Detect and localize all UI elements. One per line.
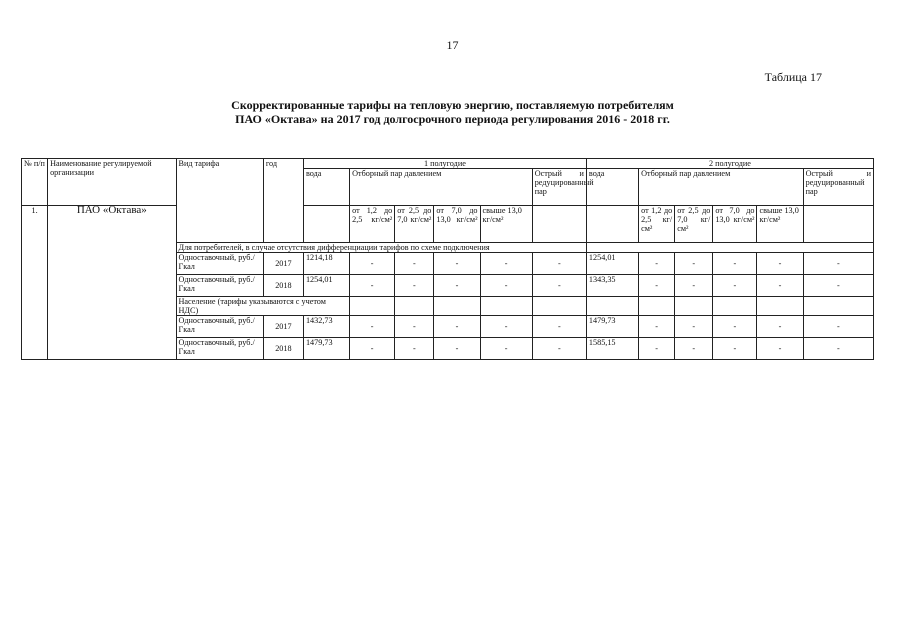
header-h1-steam-sharp-text: Острый и редуцированный пар — [534, 169, 594, 196]
header-h2-steam-sharp-text: Острый и редуцированный пар — [805, 169, 871, 196]
tariff-type: Одноставочный, руб./Гкал — [176, 275, 263, 297]
tariff-type: Одноставочный, руб./Гкал — [176, 338, 263, 360]
group-label-empty — [350, 297, 395, 316]
header-h2-p4: свыше 13,0 кг/см² — [757, 206, 803, 243]
title-line-1: Скорректированные тарифы на тепловую энергию, поставляемую потребителям — [231, 98, 674, 112]
tariff-table — [21, 158, 874, 360]
header-h1-p1-text: от 1,2 до 2,5 кг/см² — [352, 206, 393, 224]
h2-steam-value: - — [757, 275, 803, 297]
h2-sharp-value: - — [803, 253, 873, 275]
h2-steam-value: - — [757, 338, 803, 360]
h1-steam-value: - — [434, 316, 480, 338]
group-label-empty — [675, 297, 713, 316]
h2-steam-value: - — [639, 316, 675, 338]
group-label-empty — [639, 297, 675, 316]
header-h1-steam-selected: Отборный пар давлением — [350, 169, 533, 206]
h1-steam-value: - — [395, 316, 434, 338]
h1-sharp-empty — [532, 206, 586, 243]
h1-steam-value: - — [395, 275, 434, 297]
header-h1-p2 — [395, 206, 434, 243]
group-label-empty — [532, 297, 586, 316]
h1-water-empty — [303, 206, 349, 243]
header-h2-p1-text: от 1,2 до 2,5 кг/см² — [641, 206, 673, 233]
h1-sharp-value: - — [532, 316, 586, 338]
group-label-empty — [395, 297, 434, 316]
tariff-type: Одноставочный, руб./Гкал — [176, 253, 263, 275]
org-name: ПАО «Октава» — [48, 206, 176, 360]
year-cell: 2018 — [263, 338, 303, 360]
header-h2-p3-text: от 7,0 до 13,0 кг/см² — [715, 206, 755, 224]
h2-sharp-empty — [803, 206, 873, 243]
header-half-1: 1 полугодие — [303, 159, 586, 169]
h1-steam-value: - — [480, 338, 532, 360]
year-cell: 2018 — [263, 275, 303, 297]
header-h2-steam-sharp — [803, 169, 873, 206]
org-index: 1. — [22, 206, 48, 360]
h2-steam-value: - — [757, 316, 803, 338]
header-h1-p2-text: от 2,5 до 7,0 кг/см² — [397, 206, 432, 224]
h1-sharp-value: - — [532, 275, 586, 297]
h2-sharp-value: - — [803, 338, 873, 360]
h1-steam-value: - — [395, 253, 434, 275]
h1-steam-value: - — [350, 338, 395, 360]
group-label: Для потребителей, в случае отсутствия дифференциации тарифов по схеме подключения — [176, 243, 586, 253]
h2-water-empty — [586, 206, 638, 243]
header-h1-p1 — [350, 206, 395, 243]
header-tariff-type: Вид тарифа — [176, 159, 263, 243]
year-cell: 2017 — [263, 253, 303, 275]
group-label-empty — [757, 297, 803, 316]
h1-steam-value: - — [350, 316, 395, 338]
header-org: Наименование регулируемой организации — [48, 159, 176, 206]
group-label-empty — [586, 297, 638, 316]
header-h1-p3-text: от 7,0 до 13,0 кг/см² — [436, 206, 478, 224]
h2-steam-value: - — [713, 316, 757, 338]
h1-steam-value: - — [350, 253, 395, 275]
h1-sharp-value: - — [532, 253, 586, 275]
h1-steam-value: - — [395, 338, 434, 360]
group-label: Население (тарифы указываются с учетом НДС) — [176, 297, 350, 316]
year-cell: 2017 — [263, 316, 303, 338]
header-h1-water: вода — [303, 169, 349, 206]
h2-steam-value: - — [639, 275, 675, 297]
group-label-empty — [713, 297, 757, 316]
header-h1-steam-sharp — [532, 169, 594, 206]
h1-water-value: 1214,18 — [303, 253, 349, 275]
header-h2-water: вода — [586, 169, 638, 206]
h1-steam-value: - — [434, 275, 480, 297]
header-num: № п/п — [22, 159, 48, 206]
title-line-2: ПАО «Октава» на 2017 год долгосрочного периода регулирования 2016 - 2018 гг. — [235, 112, 670, 126]
document-title — [0, 98, 905, 126]
header-h1-p4: свыше 13,0 кг/см² — [480, 206, 532, 243]
h2-steam-value: - — [713, 338, 757, 360]
h2-sharp-value: - — [803, 316, 873, 338]
h2-steam-value: - — [675, 338, 713, 360]
h1-water-value: 1432,73 — [303, 316, 349, 338]
h1-steam-value: - — [434, 338, 480, 360]
header-h2-p1 — [639, 206, 675, 243]
h2-steam-value: - — [639, 338, 675, 360]
h1-water-value: 1479,73 — [303, 338, 349, 360]
page-number: 17 — [446, 38, 459, 52]
h2-steam-value: - — [675, 275, 713, 297]
header-h1-p3 — [434, 206, 480, 243]
group-label-empty — [803, 297, 873, 316]
header-h2-steam-selected: Отборный пар давлением — [639, 169, 804, 206]
h2-steam-value: - — [639, 253, 675, 275]
h2-water-value: 1479,73 — [586, 316, 638, 338]
h2-steam-value: - — [675, 253, 713, 275]
header-year: год — [263, 159, 303, 243]
header-h2-p2 — [675, 206, 713, 243]
h2-steam-value: - — [713, 253, 757, 275]
h1-steam-value: - — [350, 275, 395, 297]
h2-water-value: 1254,01 — [586, 253, 638, 275]
group-label-empty — [586, 243, 873, 253]
header-half-2: 2 полугодие — [586, 159, 873, 169]
h1-steam-value: - — [480, 275, 532, 297]
h2-sharp-value: - — [803, 275, 873, 297]
header-row-3 — [22, 206, 874, 243]
h2-steam-value: - — [675, 316, 713, 338]
h1-sharp-value: - — [532, 338, 586, 360]
h1-steam-value: - — [434, 253, 480, 275]
group-label-empty — [480, 297, 532, 316]
h2-steam-value: - — [757, 253, 803, 275]
h2-water-value: 1343,35 — [586, 275, 638, 297]
h2-steam-value: - — [713, 275, 757, 297]
h1-steam-value: - — [480, 316, 532, 338]
tariff-type: Одноставочный, руб./Гкал — [176, 316, 263, 338]
header-row-1 — [22, 159, 874, 169]
header-h2-p2-text: от 2,5 до 7,0 кг/см² — [677, 206, 711, 233]
h1-water-value: 1254,01 — [303, 275, 349, 297]
header-h2-p3 — [713, 206, 757, 243]
h1-steam-value: - — [480, 253, 532, 275]
group-label-empty — [434, 297, 480, 316]
h2-water-value: 1585,15 — [586, 338, 638, 360]
table-label: Таблица 17 — [764, 70, 822, 84]
